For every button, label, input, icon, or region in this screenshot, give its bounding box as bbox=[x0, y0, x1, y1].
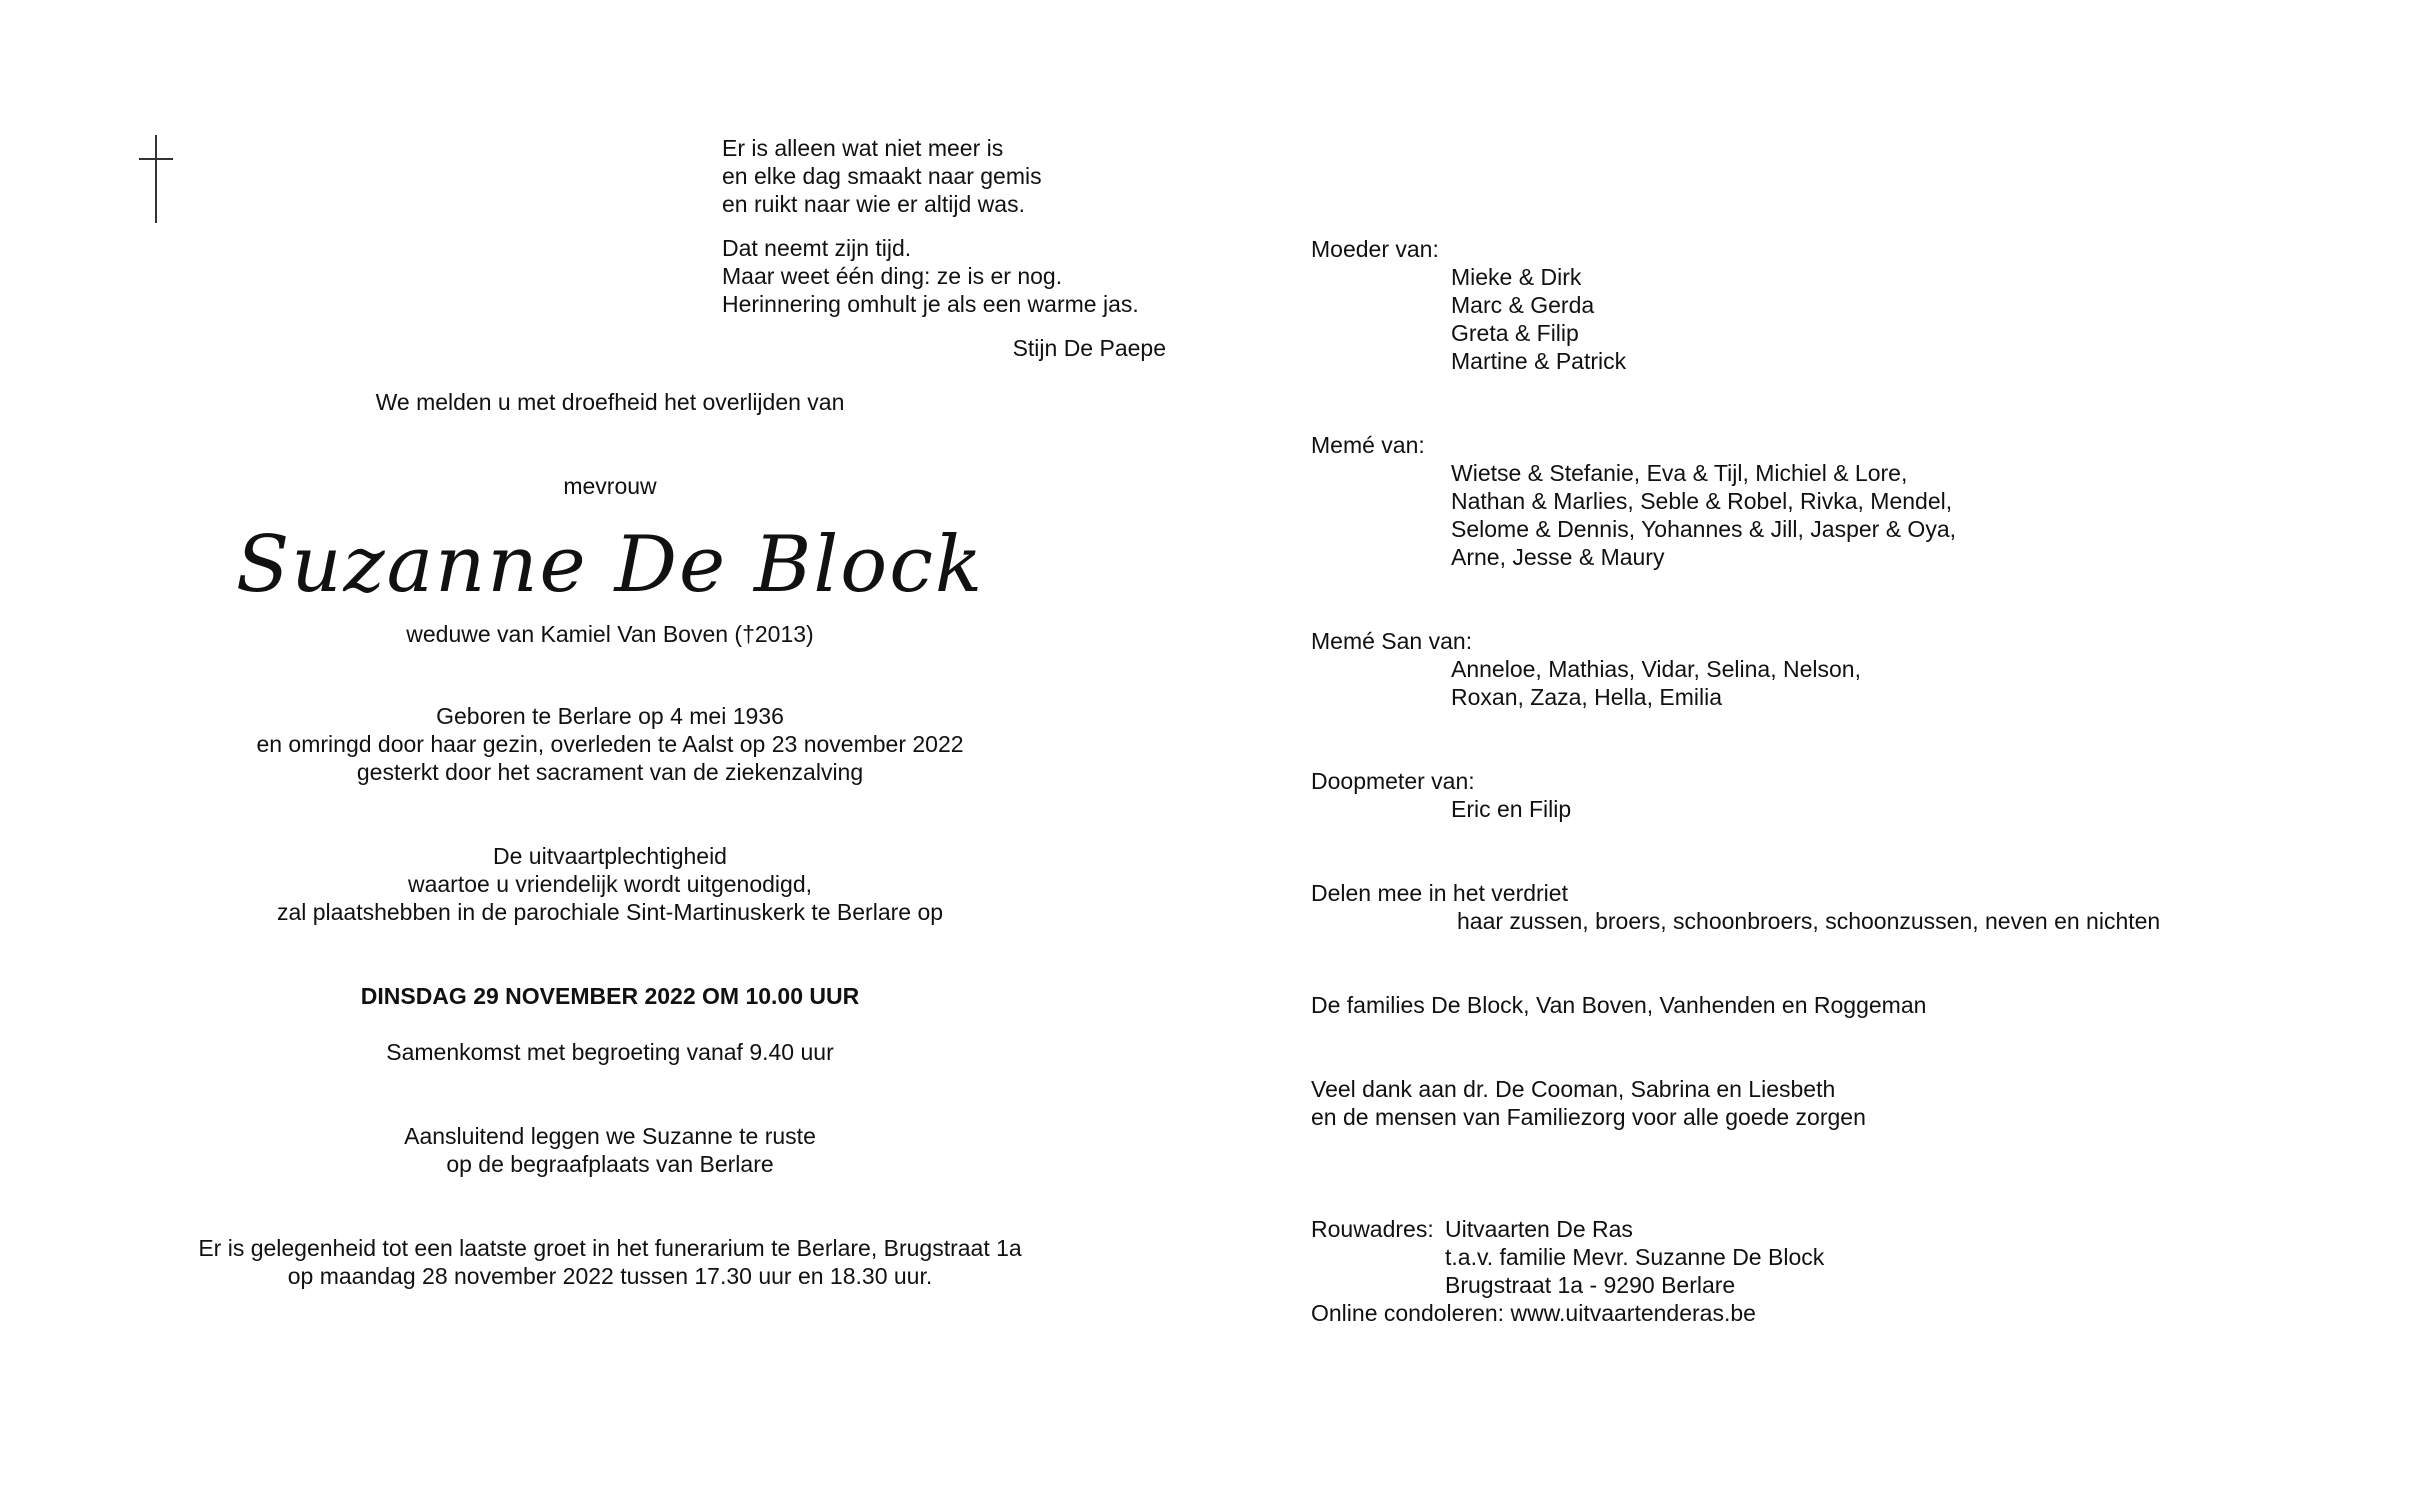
farewell-line: op maandag 28 november 2022 tussen 17.30 uur en 18.30 uur. bbox=[287, 1263, 933, 1289]
gathering-text: Samenkomst met begroeting vanaf 9.40 uur bbox=[386, 1039, 834, 1065]
list-item: Selome & Dennis, Yohannes & Jill, Jasper & Oya, bbox=[1451, 516, 1957, 542]
address-block bbox=[1311, 1215, 2311, 1327]
poem bbox=[722, 134, 1172, 362]
ceremony-text bbox=[150, 842, 1070, 926]
birth-death-text bbox=[150, 702, 1070, 786]
meme-label: Memé van: bbox=[1311, 432, 1425, 458]
poem-line: Herinnering omhult je als een warme jas. bbox=[722, 291, 1139, 317]
list-item: Nathan & Marlies, Seble & Robel, Rivka, Mendel, bbox=[1451, 488, 1953, 514]
list-item: Wietse & Stefanie, Eva & Tijl, Michiel & Lore, bbox=[1451, 460, 1908, 486]
birth-line: Geboren te Berlare op 4 mei 1936 bbox=[436, 703, 784, 729]
farewell-line: Er is gelegenheid tot een laatste groet in het funerarium te Berlare, Brugstraat 1a bbox=[198, 1235, 1022, 1261]
intro-text: We melden u met droefheid het overlijden van bbox=[375, 389, 845, 415]
mother-list bbox=[1311, 263, 2311, 375]
burial-line: op de begraafplaats van Berlare bbox=[446, 1151, 774, 1177]
title-text: mevrouw bbox=[563, 473, 657, 499]
address-line: t.a.v. familie Mevr. Suzanne De Block bbox=[1445, 1244, 1825, 1270]
poem-stanza-1 bbox=[722, 134, 1172, 218]
grief-label: Delen mee in het verdriet bbox=[1311, 880, 1568, 906]
widow-text: weduwe van Kamiel Van Boven (†2013) bbox=[406, 621, 814, 647]
poem-line: Maar weet één ding: ze is er nog. bbox=[722, 263, 1063, 289]
list-item: Greta & Filip bbox=[1451, 320, 1579, 346]
list-item: Marc & Gerda bbox=[1451, 292, 1595, 318]
poem-stanza-2 bbox=[722, 234, 1172, 318]
ceremony-line: waartoe u vriendelijk wordt uitgenodigd, bbox=[407, 871, 813, 897]
poem-line: Er is alleen wat niet meer is bbox=[722, 135, 1004, 161]
farewell-text bbox=[150, 1234, 1070, 1290]
godmother-list bbox=[1311, 795, 2311, 823]
poem-line: en elke dag smaakt naar gemis bbox=[722, 163, 1042, 189]
ceremony-line: De uitvaartplechtigheid bbox=[493, 843, 727, 869]
families-text: De families De Block, Van Boven, Vanhenden en Roggeman bbox=[1311, 992, 1927, 1018]
mother-label: Moeder van: bbox=[1311, 236, 1439, 262]
birth-line: en omringd door haar gezin, overleden te Aalst op 23 november 2022 bbox=[256, 731, 964, 757]
burial-line: Aansluitend leggen we Suzanne te ruste bbox=[404, 1123, 816, 1149]
poem-line: en ruikt naar wie er altijd was. bbox=[722, 191, 1025, 217]
meme-list bbox=[1311, 459, 2311, 571]
meme-san-label: Memé San van: bbox=[1311, 628, 1473, 654]
list-item: Martine & Patrick bbox=[1451, 348, 1627, 374]
funeral-date: DINSDAG 29 NOVEMBER 2022 OM 10.00 UUR bbox=[360, 983, 860, 1009]
announcement bbox=[150, 388, 1070, 1290]
godmother-label: Doopmeter van: bbox=[1311, 768, 1475, 794]
thanks-line: Veel dank aan dr. De Cooman, Sabrina en Liesbeth bbox=[1311, 1076, 1836, 1102]
birth-line: gesterkt door het sacrament van de ziekenzalving bbox=[356, 759, 864, 785]
list-item: Mieke & Dirk bbox=[1451, 264, 1582, 290]
ceremony-line: zal plaatshebben in de parochiale Sint-Martinuskerk te Berlare op bbox=[276, 899, 944, 925]
family-section bbox=[1311, 235, 2311, 1327]
list-item: Anneloe, Mathias, Vidar, Selina, Nelson, bbox=[1451, 656, 1861, 682]
thanks-text bbox=[1311, 1075, 2311, 1131]
poem-line: Dat neemt zijn tijd. bbox=[722, 235, 912, 261]
burial-text bbox=[150, 1122, 1070, 1178]
list-item: Eric en Filip bbox=[1451, 796, 1572, 822]
address-line: Brugstraat 1a - 9290 Berlare bbox=[1445, 1272, 1736, 1298]
address-lines bbox=[1445, 1215, 1824, 1299]
deceased-name: Suzanne De Block bbox=[235, 520, 985, 610]
list-item: Roxan, Zaza, Hella, Emilia bbox=[1451, 684, 1722, 710]
meme-san-list bbox=[1311, 655, 2311, 711]
address-line: Uitvaarten De Ras bbox=[1445, 1216, 1633, 1242]
thanks-line: en de mensen van Familiezorg voor alle goede zorgen bbox=[1311, 1104, 1866, 1130]
online-condolence-link[interactable]: Online condoleren: www.uitvaartenderas.be bbox=[1311, 1300, 1756, 1326]
list-item: Arne, Jesse & Maury bbox=[1451, 544, 1665, 570]
address-label: Rouwadres: bbox=[1311, 1216, 1434, 1242]
poem-author: Stijn De Paepe bbox=[1012, 335, 1166, 361]
grief-text: haar zussen, broers, schoonbroers, schoonzussen, neven en nichten bbox=[1457, 908, 2161, 934]
